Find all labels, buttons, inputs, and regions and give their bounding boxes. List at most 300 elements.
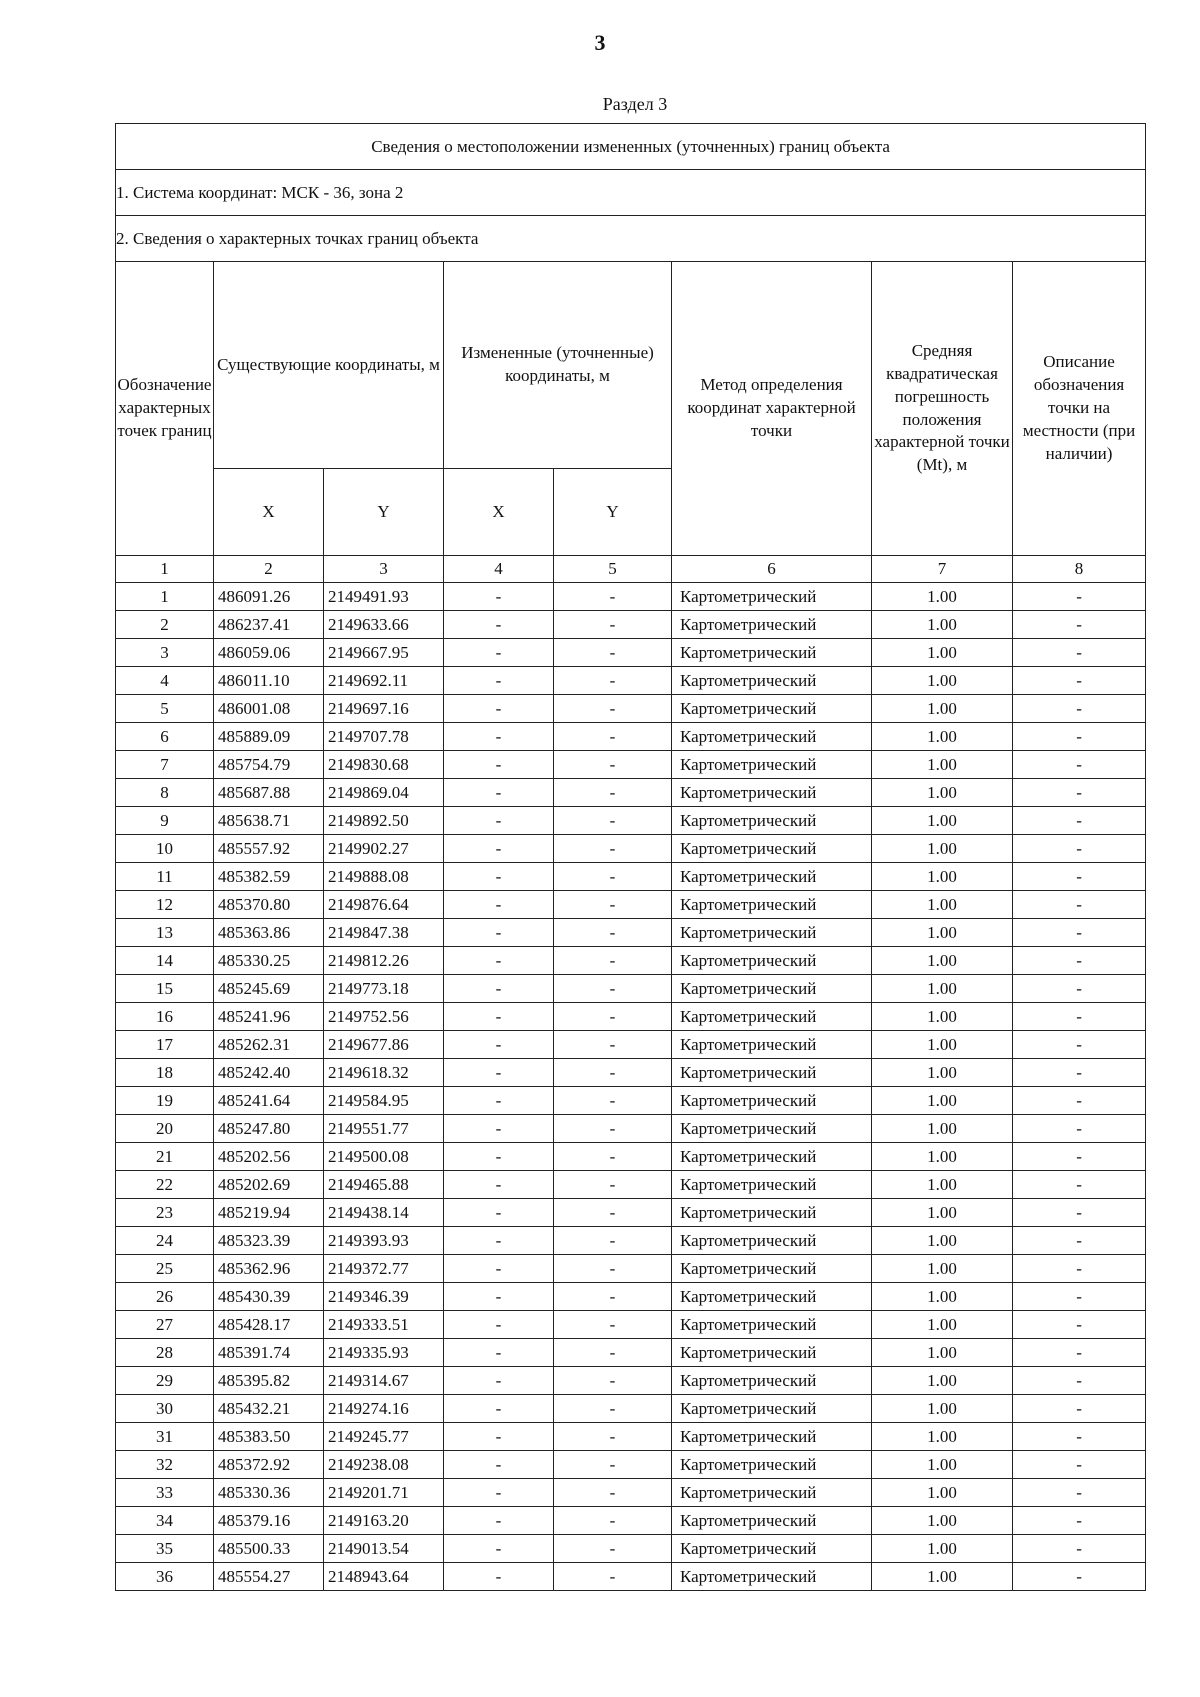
cell-changed-y: - bbox=[554, 1087, 672, 1115]
cell-description: - bbox=[1013, 1227, 1146, 1255]
cell-method: Картометрический bbox=[672, 1451, 872, 1479]
cell-changed-x: - bbox=[444, 639, 554, 667]
cell-existing-x: 485330.25 bbox=[214, 947, 324, 975]
table-title: Сведения о местоположении измененных (уточненных) границ объекта bbox=[116, 124, 1146, 170]
cell-point-id: 30 bbox=[116, 1395, 214, 1423]
column-number: 1 bbox=[116, 556, 214, 583]
cell-existing-x: 486059.06 bbox=[214, 639, 324, 667]
table-row bbox=[116, 863, 1146, 891]
cell-existing-y: 2149830.68 bbox=[324, 751, 444, 779]
cell-point-id: 26 bbox=[116, 1283, 214, 1311]
cell-point-id: 4 bbox=[116, 667, 214, 695]
cell-changed-y: - bbox=[554, 1535, 672, 1563]
cell-description: - bbox=[1013, 1339, 1146, 1367]
cell-changed-y: - bbox=[554, 919, 672, 947]
table-row bbox=[116, 1535, 1146, 1563]
cell-accuracy: 1.00 bbox=[872, 1451, 1013, 1479]
cell-method: Картометрический bbox=[672, 1283, 872, 1311]
cell-changed-y: - bbox=[554, 1003, 672, 1031]
cell-existing-y: 2149551.77 bbox=[324, 1115, 444, 1143]
cell-accuracy: 1.00 bbox=[872, 1283, 1013, 1311]
cell-changed-y: - bbox=[554, 1227, 672, 1255]
cell-changed-x: - bbox=[444, 1535, 554, 1563]
cell-existing-x: 485638.71 bbox=[214, 807, 324, 835]
cell-description: - bbox=[1013, 695, 1146, 723]
cell-existing-x: 486091.26 bbox=[214, 583, 324, 611]
cell-existing-x: 485202.69 bbox=[214, 1171, 324, 1199]
table-row bbox=[116, 723, 1146, 751]
cell-accuracy: 1.00 bbox=[872, 1199, 1013, 1227]
table-row bbox=[116, 835, 1146, 863]
cell-existing-x: 486237.41 bbox=[214, 611, 324, 639]
cell-existing-x: 485379.16 bbox=[214, 1507, 324, 1535]
cell-changed-x: - bbox=[444, 807, 554, 835]
cell-method: Картометрический bbox=[672, 1395, 872, 1423]
cell-method: Картометрический bbox=[672, 667, 872, 695]
cell-accuracy: 1.00 bbox=[872, 779, 1013, 807]
cell-description: - bbox=[1013, 1395, 1146, 1423]
cell-point-id: 27 bbox=[116, 1311, 214, 1339]
cell-changed-x: - bbox=[444, 1171, 554, 1199]
column-number: 3 bbox=[324, 556, 444, 583]
table-row bbox=[116, 891, 1146, 919]
cell-description: - bbox=[1013, 975, 1146, 1003]
cell-changed-x: - bbox=[444, 1507, 554, 1535]
cell-description: - bbox=[1013, 583, 1146, 611]
cell-existing-y: 2149013.54 bbox=[324, 1535, 444, 1563]
section-label: Раздел 3 bbox=[602, 94, 668, 114]
table-row bbox=[116, 1395, 1146, 1423]
cell-existing-y: 2149346.39 bbox=[324, 1283, 444, 1311]
cell-existing-x: 486011.10 bbox=[214, 667, 324, 695]
cell-existing-x: 485430.39 bbox=[214, 1283, 324, 1311]
cell-description: - bbox=[1013, 751, 1146, 779]
cell-point-id: 35 bbox=[116, 1535, 214, 1563]
cell-changed-x: - bbox=[444, 779, 554, 807]
cell-changed-y: - bbox=[554, 1339, 672, 1367]
cell-method: Картометрический bbox=[672, 1143, 872, 1171]
cell-point-id: 32 bbox=[116, 1451, 214, 1479]
cell-accuracy: 1.00 bbox=[872, 1395, 1013, 1423]
cell-existing-y: 2149438.14 bbox=[324, 1199, 444, 1227]
cell-existing-x: 485202.56 bbox=[214, 1143, 324, 1171]
cell-method: Картометрический bbox=[672, 611, 872, 639]
table-row bbox=[116, 1507, 1146, 1535]
cell-existing-y: 2149812.26 bbox=[324, 947, 444, 975]
cell-accuracy: 1.00 bbox=[872, 751, 1013, 779]
table-row bbox=[116, 1563, 1146, 1591]
cell-description: - bbox=[1013, 1115, 1146, 1143]
cell-existing-x: 485432.21 bbox=[214, 1395, 324, 1423]
cell-point-id: 22 bbox=[116, 1171, 214, 1199]
cell-changed-y: - bbox=[554, 1031, 672, 1059]
cell-accuracy: 1.00 bbox=[872, 947, 1013, 975]
cell-changed-x: - bbox=[444, 947, 554, 975]
cell-point-id: 5 bbox=[116, 695, 214, 723]
cell-changed-y: - bbox=[554, 1059, 672, 1087]
cell-accuracy: 1.00 bbox=[872, 1535, 1013, 1563]
cell-method: Картометрический bbox=[672, 1479, 872, 1507]
cell-point-id: 8 bbox=[116, 779, 214, 807]
cell-description: - bbox=[1013, 1311, 1146, 1339]
cell-description: - bbox=[1013, 1143, 1146, 1171]
cell-changed-x: - bbox=[444, 1451, 554, 1479]
cell-existing-x: 485363.86 bbox=[214, 919, 324, 947]
cell-accuracy: 1.00 bbox=[872, 863, 1013, 891]
data-rows bbox=[116, 583, 1146, 1591]
cell-existing-y: 2149335.93 bbox=[324, 1339, 444, 1367]
cell-point-id: 36 bbox=[116, 1563, 214, 1591]
cell-method: Картометрический bbox=[672, 779, 872, 807]
cell-description: - bbox=[1013, 1367, 1146, 1395]
cell-method: Картометрический bbox=[672, 1535, 872, 1563]
table-row bbox=[116, 1339, 1146, 1367]
cell-accuracy: 1.00 bbox=[872, 891, 1013, 919]
cell-changed-x: - bbox=[444, 723, 554, 751]
cell-changed-x: - bbox=[444, 1115, 554, 1143]
cell-point-id: 20 bbox=[116, 1115, 214, 1143]
cell-changed-y: - bbox=[554, 1255, 672, 1283]
cell-accuracy: 1.00 bbox=[872, 1087, 1013, 1115]
cell-method: Картометрический bbox=[672, 583, 872, 611]
cell-changed-y: - bbox=[554, 779, 672, 807]
cell-method: Картометрический bbox=[672, 1003, 872, 1031]
cell-accuracy: 1.00 bbox=[872, 1059, 1013, 1087]
cell-existing-x: 485754.79 bbox=[214, 751, 324, 779]
cell-description: - bbox=[1013, 1423, 1146, 1451]
cell-description: - bbox=[1013, 1283, 1146, 1311]
header-method: Метод определения координат характерной точки bbox=[672, 262, 872, 556]
cell-changed-y: - bbox=[554, 1199, 672, 1227]
cell-existing-x: 485242.40 bbox=[214, 1059, 324, 1087]
cell-existing-y: 2149274.16 bbox=[324, 1395, 444, 1423]
cell-existing-x: 485241.64 bbox=[214, 1087, 324, 1115]
column-numbers-row bbox=[116, 556, 1146, 583]
header-point-designation: Обозначение характерных точек границ bbox=[116, 262, 214, 556]
cell-changed-x: - bbox=[444, 1087, 554, 1115]
cell-point-id: 31 bbox=[116, 1423, 214, 1451]
cell-method: Картометрический bbox=[672, 919, 872, 947]
cell-point-id: 21 bbox=[116, 1143, 214, 1171]
cell-changed-x: - bbox=[444, 1003, 554, 1031]
column-number: 8 bbox=[1013, 556, 1146, 583]
cell-changed-x: - bbox=[444, 1311, 554, 1339]
cell-method: Картометрический bbox=[672, 1423, 872, 1451]
cell-existing-x: 485219.94 bbox=[214, 1199, 324, 1227]
column-number: 2 bbox=[214, 556, 324, 583]
cell-point-id: 14 bbox=[116, 947, 214, 975]
cell-existing-y: 2149245.77 bbox=[324, 1423, 444, 1451]
cell-point-id: 33 bbox=[116, 1479, 214, 1507]
cell-changed-x: - bbox=[444, 695, 554, 723]
cell-changed-x: - bbox=[444, 1255, 554, 1283]
cell-existing-x: 485557.92 bbox=[214, 835, 324, 863]
cell-accuracy: 1.00 bbox=[872, 1115, 1013, 1143]
cell-method: Картометрический bbox=[672, 1227, 872, 1255]
cell-method: Картометрический bbox=[672, 1087, 872, 1115]
cell-changed-y: - bbox=[554, 891, 672, 919]
cell-changed-y: - bbox=[554, 1171, 672, 1199]
table-row bbox=[116, 1059, 1146, 1087]
cell-changed-x: - bbox=[444, 891, 554, 919]
cell-method: Картометрический bbox=[672, 1059, 872, 1087]
cell-changed-y: - bbox=[554, 1115, 672, 1143]
cell-existing-y: 2149752.56 bbox=[324, 1003, 444, 1031]
cell-method: Картометрический bbox=[672, 723, 872, 751]
cell-changed-y: - bbox=[554, 835, 672, 863]
table-row bbox=[116, 751, 1146, 779]
table-row bbox=[116, 975, 1146, 1003]
cell-accuracy: 1.00 bbox=[872, 1507, 1013, 1535]
cell-description: - bbox=[1013, 639, 1146, 667]
cell-changed-y: - bbox=[554, 975, 672, 1003]
cell-description: - bbox=[1013, 1507, 1146, 1535]
cell-existing-x: 485262.31 bbox=[214, 1031, 324, 1059]
cell-description: - bbox=[1013, 807, 1146, 835]
column-number: 6 bbox=[672, 556, 872, 583]
cell-point-id: 13 bbox=[116, 919, 214, 947]
cell-changed-x: - bbox=[444, 1059, 554, 1087]
cell-accuracy: 1.00 bbox=[872, 1031, 1013, 1059]
cell-accuracy: 1.00 bbox=[872, 1423, 1013, 1451]
cell-point-id: 10 bbox=[116, 835, 214, 863]
cell-existing-y: 2149888.08 bbox=[324, 863, 444, 891]
cell-existing-y: 2149876.64 bbox=[324, 891, 444, 919]
cell-existing-x: 486001.08 bbox=[214, 695, 324, 723]
cell-point-id: 7 bbox=[116, 751, 214, 779]
cell-existing-y: 2149491.93 bbox=[324, 583, 444, 611]
cell-accuracy: 1.00 bbox=[872, 1255, 1013, 1283]
cell-accuracy: 1.00 bbox=[872, 975, 1013, 1003]
cell-changed-y: - bbox=[554, 1143, 672, 1171]
cell-method: Картометрический bbox=[672, 1031, 872, 1059]
cell-point-id: 28 bbox=[116, 1339, 214, 1367]
cell-existing-y: 2149707.78 bbox=[324, 723, 444, 751]
cell-accuracy: 1.00 bbox=[872, 1003, 1013, 1031]
cell-method: Картометрический bbox=[672, 1563, 872, 1591]
cell-existing-y: 2149372.77 bbox=[324, 1255, 444, 1283]
cell-changed-y: - bbox=[554, 639, 672, 667]
cell-existing-y: 2149201.71 bbox=[324, 1479, 444, 1507]
cell-existing-y: 2149847.38 bbox=[324, 919, 444, 947]
cell-existing-y: 2149163.20 bbox=[324, 1507, 444, 1535]
cell-changed-x: - bbox=[444, 611, 554, 639]
cell-description: - bbox=[1013, 1059, 1146, 1087]
cell-description: - bbox=[1013, 1031, 1146, 1059]
points-info-heading: 2. Сведения о характерных точках границ объекта bbox=[116, 216, 1146, 262]
table-row bbox=[116, 639, 1146, 667]
cell-point-id: 6 bbox=[116, 723, 214, 751]
cell-accuracy: 1.00 bbox=[872, 1143, 1013, 1171]
cell-changed-y: - bbox=[554, 695, 672, 723]
cell-changed-y: - bbox=[554, 1451, 672, 1479]
cell-method: Картометрический bbox=[672, 639, 872, 667]
cell-existing-y: 2149869.04 bbox=[324, 779, 444, 807]
cell-changed-x: - bbox=[444, 1143, 554, 1171]
table-row bbox=[116, 1003, 1146, 1031]
cell-changed-x: - bbox=[444, 1283, 554, 1311]
cell-existing-y: 2149584.95 bbox=[324, 1087, 444, 1115]
cell-accuracy: 1.00 bbox=[872, 583, 1013, 611]
cell-method: Картометрический bbox=[672, 947, 872, 975]
cell-changed-x: - bbox=[444, 1339, 554, 1367]
cell-existing-x: 485330.36 bbox=[214, 1479, 324, 1507]
cell-existing-y: 2149633.66 bbox=[324, 611, 444, 639]
cell-existing-x: 485687.88 bbox=[214, 779, 324, 807]
cell-changed-y: - bbox=[554, 667, 672, 695]
table-row bbox=[116, 919, 1146, 947]
table-row bbox=[116, 1227, 1146, 1255]
table-row bbox=[116, 1479, 1146, 1507]
cell-point-id: 18 bbox=[116, 1059, 214, 1087]
cell-existing-x: 485500.33 bbox=[214, 1535, 324, 1563]
table-row bbox=[116, 1171, 1146, 1199]
cell-method: Картометрический bbox=[672, 891, 872, 919]
cell-existing-x: 485370.80 bbox=[214, 891, 324, 919]
cell-existing-y: 2149500.08 bbox=[324, 1143, 444, 1171]
cell-point-id: 23 bbox=[116, 1199, 214, 1227]
cell-point-id: 15 bbox=[116, 975, 214, 1003]
cell-changed-y: - bbox=[554, 611, 672, 639]
cell-description: - bbox=[1013, 1535, 1146, 1563]
cell-existing-y: 2149892.50 bbox=[324, 807, 444, 835]
cell-description: - bbox=[1013, 1003, 1146, 1031]
cell-existing-y: 2149692.11 bbox=[324, 667, 444, 695]
cell-changed-x: - bbox=[444, 751, 554, 779]
table-row bbox=[116, 1283, 1146, 1311]
cell-method: Картометрический bbox=[672, 807, 872, 835]
cell-existing-x: 485323.39 bbox=[214, 1227, 324, 1255]
cell-accuracy: 1.00 bbox=[872, 807, 1013, 835]
cell-method: Картометрический bbox=[672, 1255, 872, 1283]
cell-point-id: 19 bbox=[116, 1087, 214, 1115]
cell-changed-x: - bbox=[444, 1563, 554, 1591]
boundary-points-table bbox=[115, 123, 1146, 1591]
cell-changed-y: - bbox=[554, 947, 672, 975]
cell-description: - bbox=[1013, 1087, 1146, 1115]
table-row bbox=[116, 583, 1146, 611]
cell-changed-y: - bbox=[554, 1507, 672, 1535]
cell-changed-x: - bbox=[444, 919, 554, 947]
cell-method: Картометрический bbox=[672, 1115, 872, 1143]
cell-accuracy: 1.00 bbox=[872, 1339, 1013, 1367]
column-number: 4 bbox=[444, 556, 554, 583]
cell-existing-y: 2149393.93 bbox=[324, 1227, 444, 1255]
cell-point-id: 1 bbox=[116, 583, 214, 611]
cell-description: - bbox=[1013, 1171, 1146, 1199]
cell-changed-y: - bbox=[554, 723, 672, 751]
cell-existing-y: 2149902.27 bbox=[324, 835, 444, 863]
cell-method: Картометрический bbox=[672, 975, 872, 1003]
cell-description: - bbox=[1013, 947, 1146, 975]
cell-method: Картометрический bbox=[672, 835, 872, 863]
cell-point-id: 25 bbox=[116, 1255, 214, 1283]
cell-accuracy: 1.00 bbox=[872, 1563, 1013, 1591]
coord-system: 1. Система координат: МСК - 36, зона 2 bbox=[116, 170, 1146, 216]
table-row bbox=[116, 807, 1146, 835]
cell-method: Картометрический bbox=[672, 1507, 872, 1535]
cell-existing-y: 2149677.86 bbox=[324, 1031, 444, 1059]
cell-changed-y: - bbox=[554, 1367, 672, 1395]
cell-existing-x: 485382.59 bbox=[214, 863, 324, 891]
cell-changed-x: - bbox=[444, 667, 554, 695]
table-row bbox=[116, 1311, 1146, 1339]
header-existing-coords: Существующие координаты, м bbox=[214, 262, 444, 469]
cell-existing-y: 2149333.51 bbox=[324, 1311, 444, 1339]
cell-existing-x: 485554.27 bbox=[214, 1563, 324, 1591]
column-number: 5 bbox=[554, 556, 672, 583]
cell-changed-x: - bbox=[444, 1479, 554, 1507]
cell-description: - bbox=[1013, 1199, 1146, 1227]
header-existing-y: Y bbox=[324, 469, 444, 556]
header-existing-x: X bbox=[214, 469, 324, 556]
cell-point-id: 2 bbox=[116, 611, 214, 639]
cell-existing-y: 2149465.88 bbox=[324, 1171, 444, 1199]
cell-accuracy: 1.00 bbox=[872, 667, 1013, 695]
cell-description: - bbox=[1013, 1255, 1146, 1283]
cell-accuracy: 1.00 bbox=[872, 1171, 1013, 1199]
cell-existing-x: 485391.74 bbox=[214, 1339, 324, 1367]
cell-accuracy: 1.00 bbox=[872, 695, 1013, 723]
cell-existing-x: 485372.92 bbox=[214, 1451, 324, 1479]
cell-existing-y: 2149238.08 bbox=[324, 1451, 444, 1479]
cell-point-id: 24 bbox=[116, 1227, 214, 1255]
header-description: Описание обозначения точки на местности (при наличии) bbox=[1013, 262, 1146, 556]
cell-accuracy: 1.00 bbox=[872, 639, 1013, 667]
cell-method: Картометрический bbox=[672, 1311, 872, 1339]
cell-existing-x: 485428.17 bbox=[214, 1311, 324, 1339]
cell-changed-y: - bbox=[554, 1311, 672, 1339]
cell-accuracy: 1.00 bbox=[872, 611, 1013, 639]
cell-changed-y: - bbox=[554, 1479, 672, 1507]
page-number: 3 bbox=[594, 30, 606, 55]
cell-changed-x: - bbox=[444, 1367, 554, 1395]
cell-accuracy: 1.00 bbox=[872, 1367, 1013, 1395]
cell-point-id: 11 bbox=[116, 863, 214, 891]
cell-method: Картометрический bbox=[672, 1199, 872, 1227]
cell-accuracy: 1.00 bbox=[872, 1227, 1013, 1255]
cell-changed-x: - bbox=[444, 975, 554, 1003]
cell-changed-x: - bbox=[444, 1423, 554, 1451]
cell-changed-y: - bbox=[554, 1283, 672, 1311]
cell-method: Картометрический bbox=[672, 1367, 872, 1395]
cell-changed-y: - bbox=[554, 863, 672, 891]
cell-description: - bbox=[1013, 1479, 1146, 1507]
cell-method: Картометрический bbox=[672, 1171, 872, 1199]
header-changed-y: Y bbox=[554, 469, 672, 556]
table-row bbox=[116, 1143, 1146, 1171]
cell-existing-x: 485383.50 bbox=[214, 1423, 324, 1451]
cell-description: - bbox=[1013, 667, 1146, 695]
cell-existing-x: 485245.69 bbox=[214, 975, 324, 1003]
cell-changed-y: - bbox=[554, 1395, 672, 1423]
cell-existing-y: 2149618.32 bbox=[324, 1059, 444, 1087]
cell-changed-x: - bbox=[444, 1395, 554, 1423]
cell-existing-x: 485395.82 bbox=[214, 1367, 324, 1395]
cell-changed-y: - bbox=[554, 751, 672, 779]
cell-point-id: 16 bbox=[116, 1003, 214, 1031]
table-row bbox=[116, 611, 1146, 639]
cell-existing-y: 2148943.64 bbox=[324, 1563, 444, 1591]
cell-existing-y: 2149773.18 bbox=[324, 975, 444, 1003]
cell-description: - bbox=[1013, 863, 1146, 891]
table-row bbox=[116, 1115, 1146, 1143]
cell-existing-x: 485889.09 bbox=[214, 723, 324, 751]
table-row bbox=[116, 1255, 1146, 1283]
cell-accuracy: 1.00 bbox=[872, 919, 1013, 947]
cell-point-id: 12 bbox=[116, 891, 214, 919]
cell-changed-x: - bbox=[444, 835, 554, 863]
